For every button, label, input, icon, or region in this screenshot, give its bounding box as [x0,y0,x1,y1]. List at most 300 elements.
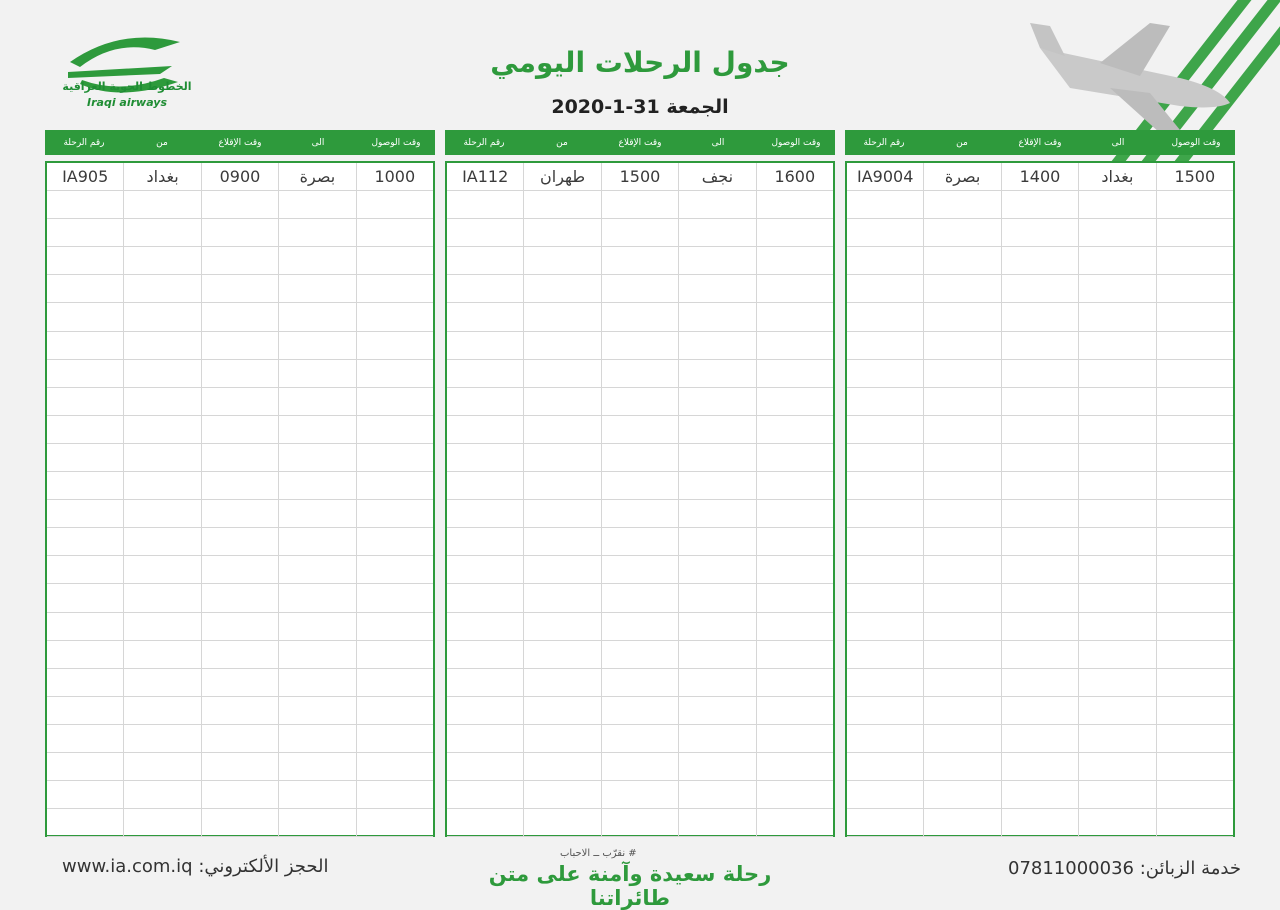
cell-flight-number [447,219,523,246]
cell-arrival-time [1156,360,1233,387]
cell-arrival-time [356,584,433,611]
cell-destination [1078,697,1155,724]
table-row [847,556,1233,584]
cell-arrival-time [1156,669,1233,696]
table-row [447,444,833,472]
table-row [847,500,1233,528]
table-row [847,191,1233,219]
cell-departure-time: 1500 [601,163,678,190]
cell-origin [923,753,1000,780]
cell-flight-number [47,388,123,415]
cell-destination [678,556,755,583]
cell-flight-number [447,669,523,696]
cell-arrival-time [756,247,833,274]
cell-departure-time [1001,444,1078,471]
cell-destination [678,275,755,302]
cell-flight-number [847,472,923,499]
cell-destination [278,388,355,415]
cell-flight-number [47,641,123,668]
cell-departure-time [201,444,278,471]
table-row [47,275,433,303]
cell-departure-time [1001,500,1078,527]
table-row [47,725,433,753]
cell-flight-number [447,725,523,752]
cell-origin [523,556,600,583]
cell-destination [678,809,755,836]
table-row [847,163,1233,191]
cell-origin [523,360,600,387]
table-row [447,697,833,725]
cell-departure-time [201,725,278,752]
cell-arrival-time [1156,219,1233,246]
column-header-origin: من [556,137,568,148]
cell-origin [523,444,600,471]
cell-destination [1078,219,1155,246]
cell-flight-number [447,613,523,640]
table-row [847,332,1233,360]
cell-flight-number [47,697,123,724]
cell-origin [523,219,600,246]
table-row [47,247,433,275]
cell-origin [123,219,200,246]
cell-arrival-time [1156,416,1233,443]
table-row [47,444,433,472]
cell-departure-time [1001,332,1078,359]
slogan: رحلة سعيدة وآمنة على متن طائراتنا [488,862,772,910]
cell-destination [278,500,355,527]
cell-departure-time [1001,388,1078,415]
cell-flight-number [47,753,123,780]
table-row [47,163,433,191]
table-row [447,163,833,191]
cell-origin [523,275,600,302]
cell-flight-number [47,781,123,808]
cell-origin [923,388,1000,415]
table-row [847,809,1233,837]
cell-arrival-time [756,613,833,640]
column-header-flight-number: رقم الرحلة [463,137,505,148]
table-row [47,809,433,837]
cell-departure-time [201,332,278,359]
cell-destination [678,360,755,387]
cell-departure-time [1001,809,1078,836]
table-row [47,500,433,528]
cell-arrival-time [356,247,433,274]
table-row [447,219,833,247]
cell-arrival-time: 1500 [1156,163,1233,190]
cell-destination [278,584,355,611]
cell-flight-number [447,500,523,527]
cell-departure-time: 1400 [1001,163,1078,190]
cell-destination [1078,303,1155,330]
cell-origin [123,641,200,668]
cell-flight-number [847,641,923,668]
cell-destination [278,809,355,836]
cell-destination [1078,725,1155,752]
cell-departure-time [601,697,678,724]
cell-departure-time [201,781,278,808]
cell-arrival-time [1156,781,1233,808]
cell-departure-time [1001,697,1078,724]
cell-departure-time: 0900 [201,163,278,190]
cell-flight-number [447,556,523,583]
cell-departure-time [1001,303,1078,330]
cell-departure-time [201,528,278,555]
cell-destination [1078,500,1155,527]
cell-arrival-time [756,416,833,443]
cell-destination [678,781,755,808]
cell-flight-number [447,275,523,302]
column-header-departure-time: وقت الإقلاع [218,137,262,148]
cell-flight-number [447,641,523,668]
cell-arrival-time [356,753,433,780]
cell-arrival-time [756,697,833,724]
cell-departure-time [601,472,678,499]
cell-departure-time [1001,781,1078,808]
cell-flight-number [847,809,923,836]
table-row [47,219,433,247]
cell-origin [523,191,600,218]
cell-departure-time [1001,275,1078,302]
table-row [47,388,433,416]
cell-flight-number [47,247,123,274]
cell-flight-number [847,247,923,274]
table-row [847,697,1233,725]
flight-table-1 [845,130,1235,837]
cell-flight-number [447,753,523,780]
cell-destination [278,219,355,246]
cell-departure-time [1001,528,1078,555]
cell-departure-time [1001,472,1078,499]
cell-flight-number [847,388,923,415]
cell-arrival-time [756,472,833,499]
cell-destination [278,753,355,780]
table-row [847,360,1233,388]
cell-origin [923,725,1000,752]
cell-arrival-time [756,528,833,555]
cell-flight-number [847,528,923,555]
cell-destination [278,725,355,752]
table-row [447,416,833,444]
cell-arrival-time [756,809,833,836]
cell-flight-number [47,416,123,443]
cell-flight-number [847,219,923,246]
cell-flight-number [447,781,523,808]
table-row [447,472,833,500]
table-row [447,360,833,388]
cell-departure-time [1001,613,1078,640]
logo-english-text: Iraqi airways [87,96,167,109]
cell-departure-time [601,388,678,415]
table-row [47,641,433,669]
column-header-origin: من [156,137,168,148]
cell-departure-time [601,725,678,752]
cell-arrival-time [1156,809,1233,836]
cell-destination [278,697,355,724]
cell-destination [278,641,355,668]
cell-arrival-time [1156,444,1233,471]
cell-origin [923,275,1000,302]
cell-destination [1078,641,1155,668]
cell-destination [1078,669,1155,696]
cell-departure-time [201,303,278,330]
cell-destination [678,472,755,499]
cell-origin [923,641,1000,668]
table-row [447,584,833,612]
cell-origin [123,753,200,780]
airplane-illustration [1030,18,1240,138]
table-row [847,388,1233,416]
cell-departure-time [601,332,678,359]
cell-origin [123,303,200,330]
cell-flight-number [47,219,123,246]
cell-arrival-time [1156,247,1233,274]
cell-departure-time [601,500,678,527]
cell-origin [923,219,1000,246]
column-header-destination: الى [711,137,725,148]
table-row [47,528,433,556]
cell-origin [123,781,200,808]
cell-flight-number [47,584,123,611]
table-row [847,669,1233,697]
cell-origin [923,528,1000,555]
cell-destination [678,219,755,246]
cell-origin [123,584,200,611]
cell-departure-time [201,753,278,780]
cell-destination [678,388,755,415]
cell-origin [923,360,1000,387]
cell-arrival-time [356,275,433,302]
cell-flight-number [47,528,123,555]
cell-flight-number [847,697,923,724]
cell-flight-number [847,444,923,471]
cell-origin: بغداد [123,163,200,190]
cell-arrival-time [1156,528,1233,555]
cell-origin [523,753,600,780]
cell-origin [123,669,200,696]
cell-destination [678,584,755,611]
slogan-hashtag: # نقرّب ــ الاحباب [560,848,637,859]
cell-arrival-time [356,500,433,527]
cell-arrival-time [356,669,433,696]
table-row [447,303,833,331]
schedule-date: الجمعة 31-1-2020 [551,96,729,118]
cell-origin [123,360,200,387]
cell-arrival-time [356,528,433,555]
cell-origin [523,303,600,330]
cell-flight-number [447,360,523,387]
cell-destination [278,416,355,443]
cell-destination [278,669,355,696]
cell-flight-number [47,191,123,218]
table-row [47,584,433,612]
cell-flight-number [447,528,523,555]
cell-arrival-time [756,275,833,302]
column-header-departure-time: وقت الإقلاع [1018,137,1062,148]
cell-destination [278,528,355,555]
cell-destination [1078,809,1155,836]
cell-destination [1078,613,1155,640]
table-row [447,753,833,781]
column-header-arrival-time: وقت الوصول [1171,137,1221,148]
cell-flight-number [47,275,123,302]
cell-departure-time [201,669,278,696]
flight-table-2 [445,130,835,837]
cell-flight-number [447,332,523,359]
cell-arrival-time [756,669,833,696]
cell-arrival-time [1156,472,1233,499]
cell-flight-number [47,725,123,752]
cell-destination [1078,753,1155,780]
cell-destination [1078,781,1155,808]
cell-origin [523,809,600,836]
cell-arrival-time [1156,191,1233,218]
cell-departure-time [601,613,678,640]
cell-origin [923,303,1000,330]
table-header [445,130,835,155]
cell-origin [123,332,200,359]
online-booking: الحجز الألكتروني: www.ia.com.iq [62,856,329,877]
cell-departure-time [1001,191,1078,218]
cell-origin [523,669,600,696]
cell-flight-number [847,416,923,443]
logo-arabic-text: الخطوط الجوية العراقية [62,80,192,93]
cell-arrival-time [1156,725,1233,752]
cell-flight-number [447,388,523,415]
table-row [847,275,1233,303]
cell-destination [678,753,755,780]
cell-flight-number [447,472,523,499]
cell-origin [923,416,1000,443]
cell-arrival-time [356,725,433,752]
table-row [447,191,833,219]
table-row [847,303,1233,331]
cell-destination [678,191,755,218]
cell-origin [123,191,200,218]
cell-departure-time [201,500,278,527]
cell-flight-number [447,584,523,611]
flight-table-3 [45,130,435,837]
cell-arrival-time [756,781,833,808]
cell-origin: طهران [523,163,600,190]
cell-origin [123,444,200,471]
cell-destination [1078,528,1155,555]
customer-service: خدمة الزبائن: 07811000036 [1008,858,1241,879]
cell-origin [923,669,1000,696]
cell-destination [278,613,355,640]
cell-flight-number [447,697,523,724]
column-header-flight-number: رقم الرحلة [863,137,905,148]
cell-destination [1078,247,1155,274]
cell-flight-number [47,556,123,583]
cell-origin: بصرة [923,163,1000,190]
cell-flight-number [47,360,123,387]
cell-flight-number [847,584,923,611]
cell-destination [278,444,355,471]
cell-arrival-time [756,444,833,471]
cell-destination [678,528,755,555]
cell-destination [678,697,755,724]
cell-arrival-time [356,444,433,471]
cell-destination [278,247,355,274]
cell-arrival-time [1156,332,1233,359]
cell-origin [923,332,1000,359]
cell-destination [1078,360,1155,387]
cell-arrival-time [356,388,433,415]
cell-origin [923,500,1000,527]
cell-arrival-time [356,332,433,359]
cell-destination: نجف [678,163,755,190]
table-row [847,416,1233,444]
cell-origin [923,556,1000,583]
cell-flight-number [847,556,923,583]
cell-flight-number [447,444,523,471]
cell-departure-time [201,809,278,836]
cell-destination [678,444,755,471]
cell-departure-time [201,697,278,724]
cell-arrival-time [1156,500,1233,527]
cell-departure-time [201,416,278,443]
table-row [847,781,1233,809]
table-row [447,556,833,584]
cell-departure-time [601,303,678,330]
cell-arrival-time [1156,753,1233,780]
cell-origin [123,416,200,443]
cell-origin [923,472,1000,499]
cell-origin [523,697,600,724]
cell-destination [1078,332,1155,359]
cell-arrival-time [356,697,433,724]
cell-departure-time [201,191,278,218]
cell-origin [123,472,200,499]
cell-flight-number [447,809,523,836]
cell-origin [923,697,1000,724]
cell-departure-time [201,613,278,640]
cell-departure-time [1001,669,1078,696]
table-header [845,130,1235,155]
cell-departure-time [201,360,278,387]
cell-departure-time [1001,556,1078,583]
cell-flight-number [847,191,923,218]
cell-arrival-time [756,191,833,218]
cell-flight-number [47,613,123,640]
cell-departure-time [601,584,678,611]
cell-flight-number [47,669,123,696]
cell-departure-time [601,219,678,246]
cell-destination [278,191,355,218]
cell-arrival-time [356,416,433,443]
cell-destination [278,360,355,387]
cell-departure-time [1001,247,1078,274]
cell-departure-time [201,247,278,274]
cell-destination [678,725,755,752]
table-row [447,641,833,669]
cell-arrival-time [756,753,833,780]
cell-departure-time [1001,753,1078,780]
cell-origin [523,528,600,555]
cell-arrival-time [756,584,833,611]
cell-departure-time [1001,360,1078,387]
cell-departure-time [1001,725,1078,752]
cell-origin [923,613,1000,640]
table-row [47,191,433,219]
cell-departure-time [201,556,278,583]
cell-departure-time [601,556,678,583]
table-row [847,613,1233,641]
cell-flight-number [47,809,123,836]
cell-arrival-time [756,641,833,668]
cell-flight-number [847,500,923,527]
